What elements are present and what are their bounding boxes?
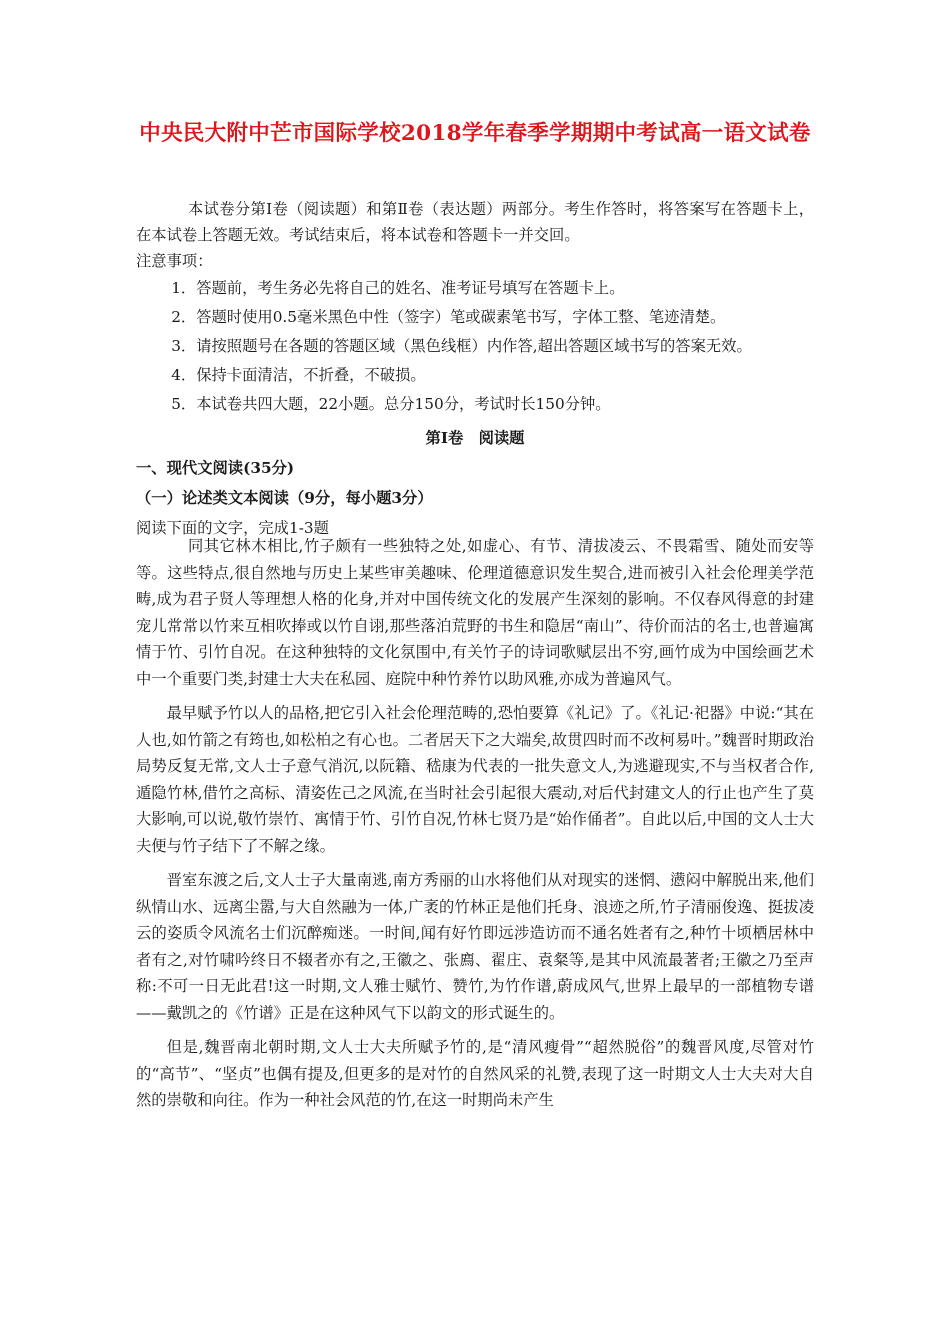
reading-passage xyxy=(136,533,814,1114)
notice-item: 4．保持卡面清洁，不折叠，不破损。 xyxy=(171,366,426,384)
notice-item: 5．本试卷共四大题，22小题。总分150分，考试时长150分钟。 xyxy=(171,395,611,413)
sub1-heading: （一）论述类文本阅读（9分，每小题3分） xyxy=(136,489,433,507)
notice-item: 3．请按照题号在各题的答题区域（黑色线框）内作答,超出答题区域书写的答案无效。 xyxy=(171,337,752,355)
intro-paragraph: 本试卷分第Ⅰ卷（阅读题）和第Ⅱ卷（表达题）两部分。考生作答时，将答案写在答题卡上，在本试卷上答题无效。考试结束后，将本试卷和答题卡一并交回。 xyxy=(136,200,814,244)
notice-item: 1．答题前，考生务必先将自己的姓名、准考证号填写在答题卡上。 xyxy=(171,279,625,297)
volume-heading: 第Ⅰ卷 阅读题 xyxy=(425,429,525,447)
exam-title: 中央民大附中芒市国际学校2018学年春季学期期中考试高一语文试卷 xyxy=(139,121,811,146)
passage-paragraph: 但是,魏晋南北朝时期,文人士大夫所赋予竹的,是“清风瘦骨”“超然脱俗”的魏晋风度,尽管对竹的“高节”、“坚贞”也偶有提及,但更多的是对竹的自然风采的礼赞,表现了这一时期文人士大夫对大自然的崇敬和向往。作为一种社会风范的竹,在这一时期尚未产生 xyxy=(136,1038,814,1109)
part1-heading: 一、现代文阅读(35分) xyxy=(136,459,295,477)
passage-paragraph: 晋室东渡之后,文人士子大量南逃,南方秀丽的山水将他们从对现实的迷惘、懑闷中解脱出来,他们纵情山水、远离尘嚣,与大自然融为一体,广袤的竹林正是他们托身、浪迹之所,竹子清丽俊逸、挺拔凌云的姿质令风流名士们沉醉痴迷。一时间,闻有好竹即远涉造访而不通名姓者有之,种竹十顷栖居林中者有之,对竹啸吟终日不辍者亦有之,王徽之、张廌、翟庄、袁粲等,是其中风流最著者;王徽之乃至声称:不可一日无此君!这一时期,文人雅士赋竹、赞竹,为竹作谱,蔚成风气,世界上最早的一部植物专谱——戴凯之的《竹谱》正是在这种风气下以韵文的形式诞生的。 xyxy=(136,871,814,1022)
passage-paragraph: 最早赋予竹以人的品格,把它引入社会伦理范畴的,恐怕要算《礼记》了。《礼记·祀器》中说:“其在人也,如竹箭之有筠也,如松柏之有心也。二者居天下之大端矣,故贯四时而不改柯易叶。”魏晋时期政治局势反复无常,文人士子意气消沉,以阮籍、嵇康为代表的一批失意文人,为逃避现实,不与当权者合作,遁隐竹林,借竹之高标、清姿佐己之风流,在当时社会引起很大震动,对后代封建文人的行止也产生了莫大影响,可以说,敬竹崇竹、寓情于竹、引竹自况,竹林七贤乃是“始作俑者”。自此以后,中国的文人士大夫便与竹子结下了不解之缘。 xyxy=(136,704,814,855)
notice-item: 2．答题时使用0.5毫米黑色中性（签字）笔或碳素笔书写，字体工整、笔迹清楚。 xyxy=(171,308,726,326)
reading-instruction: 阅读下面的文字，完成1-3题 xyxy=(136,519,329,537)
exam-instructions xyxy=(136,196,814,543)
passage-paragraph: 同其它林木相比,竹子颇有一些独特之处,如虚心、有节、清拔凌云、不畏霜雪、随处而安等等。这些特点,很自然地与历史上某些审美趣味、伦理道德意识发生契合,进而被引入社会伦理美学范畴,成为君子贤人等理想人格的化身,并对中国传统文化的发展产生深刻的影响。不仅春风得意的封建宠儿常常以竹来互相吹捧或以竹自诩,那些落泊荒野的书生和隐居“南山”、待价而沽的名士,也普遍寓情于竹、引竹自况。在这种独特的文化氛围中,有关竹子的诗词歌赋层出不穷,画竹成为中国绘画艺术中一个重要门类,封建士大夫在私园、庭院中种竹养竹以助风雅,亦成为普遍风气。 xyxy=(136,537,814,688)
notice-heading: 注意事项： xyxy=(136,252,213,270)
